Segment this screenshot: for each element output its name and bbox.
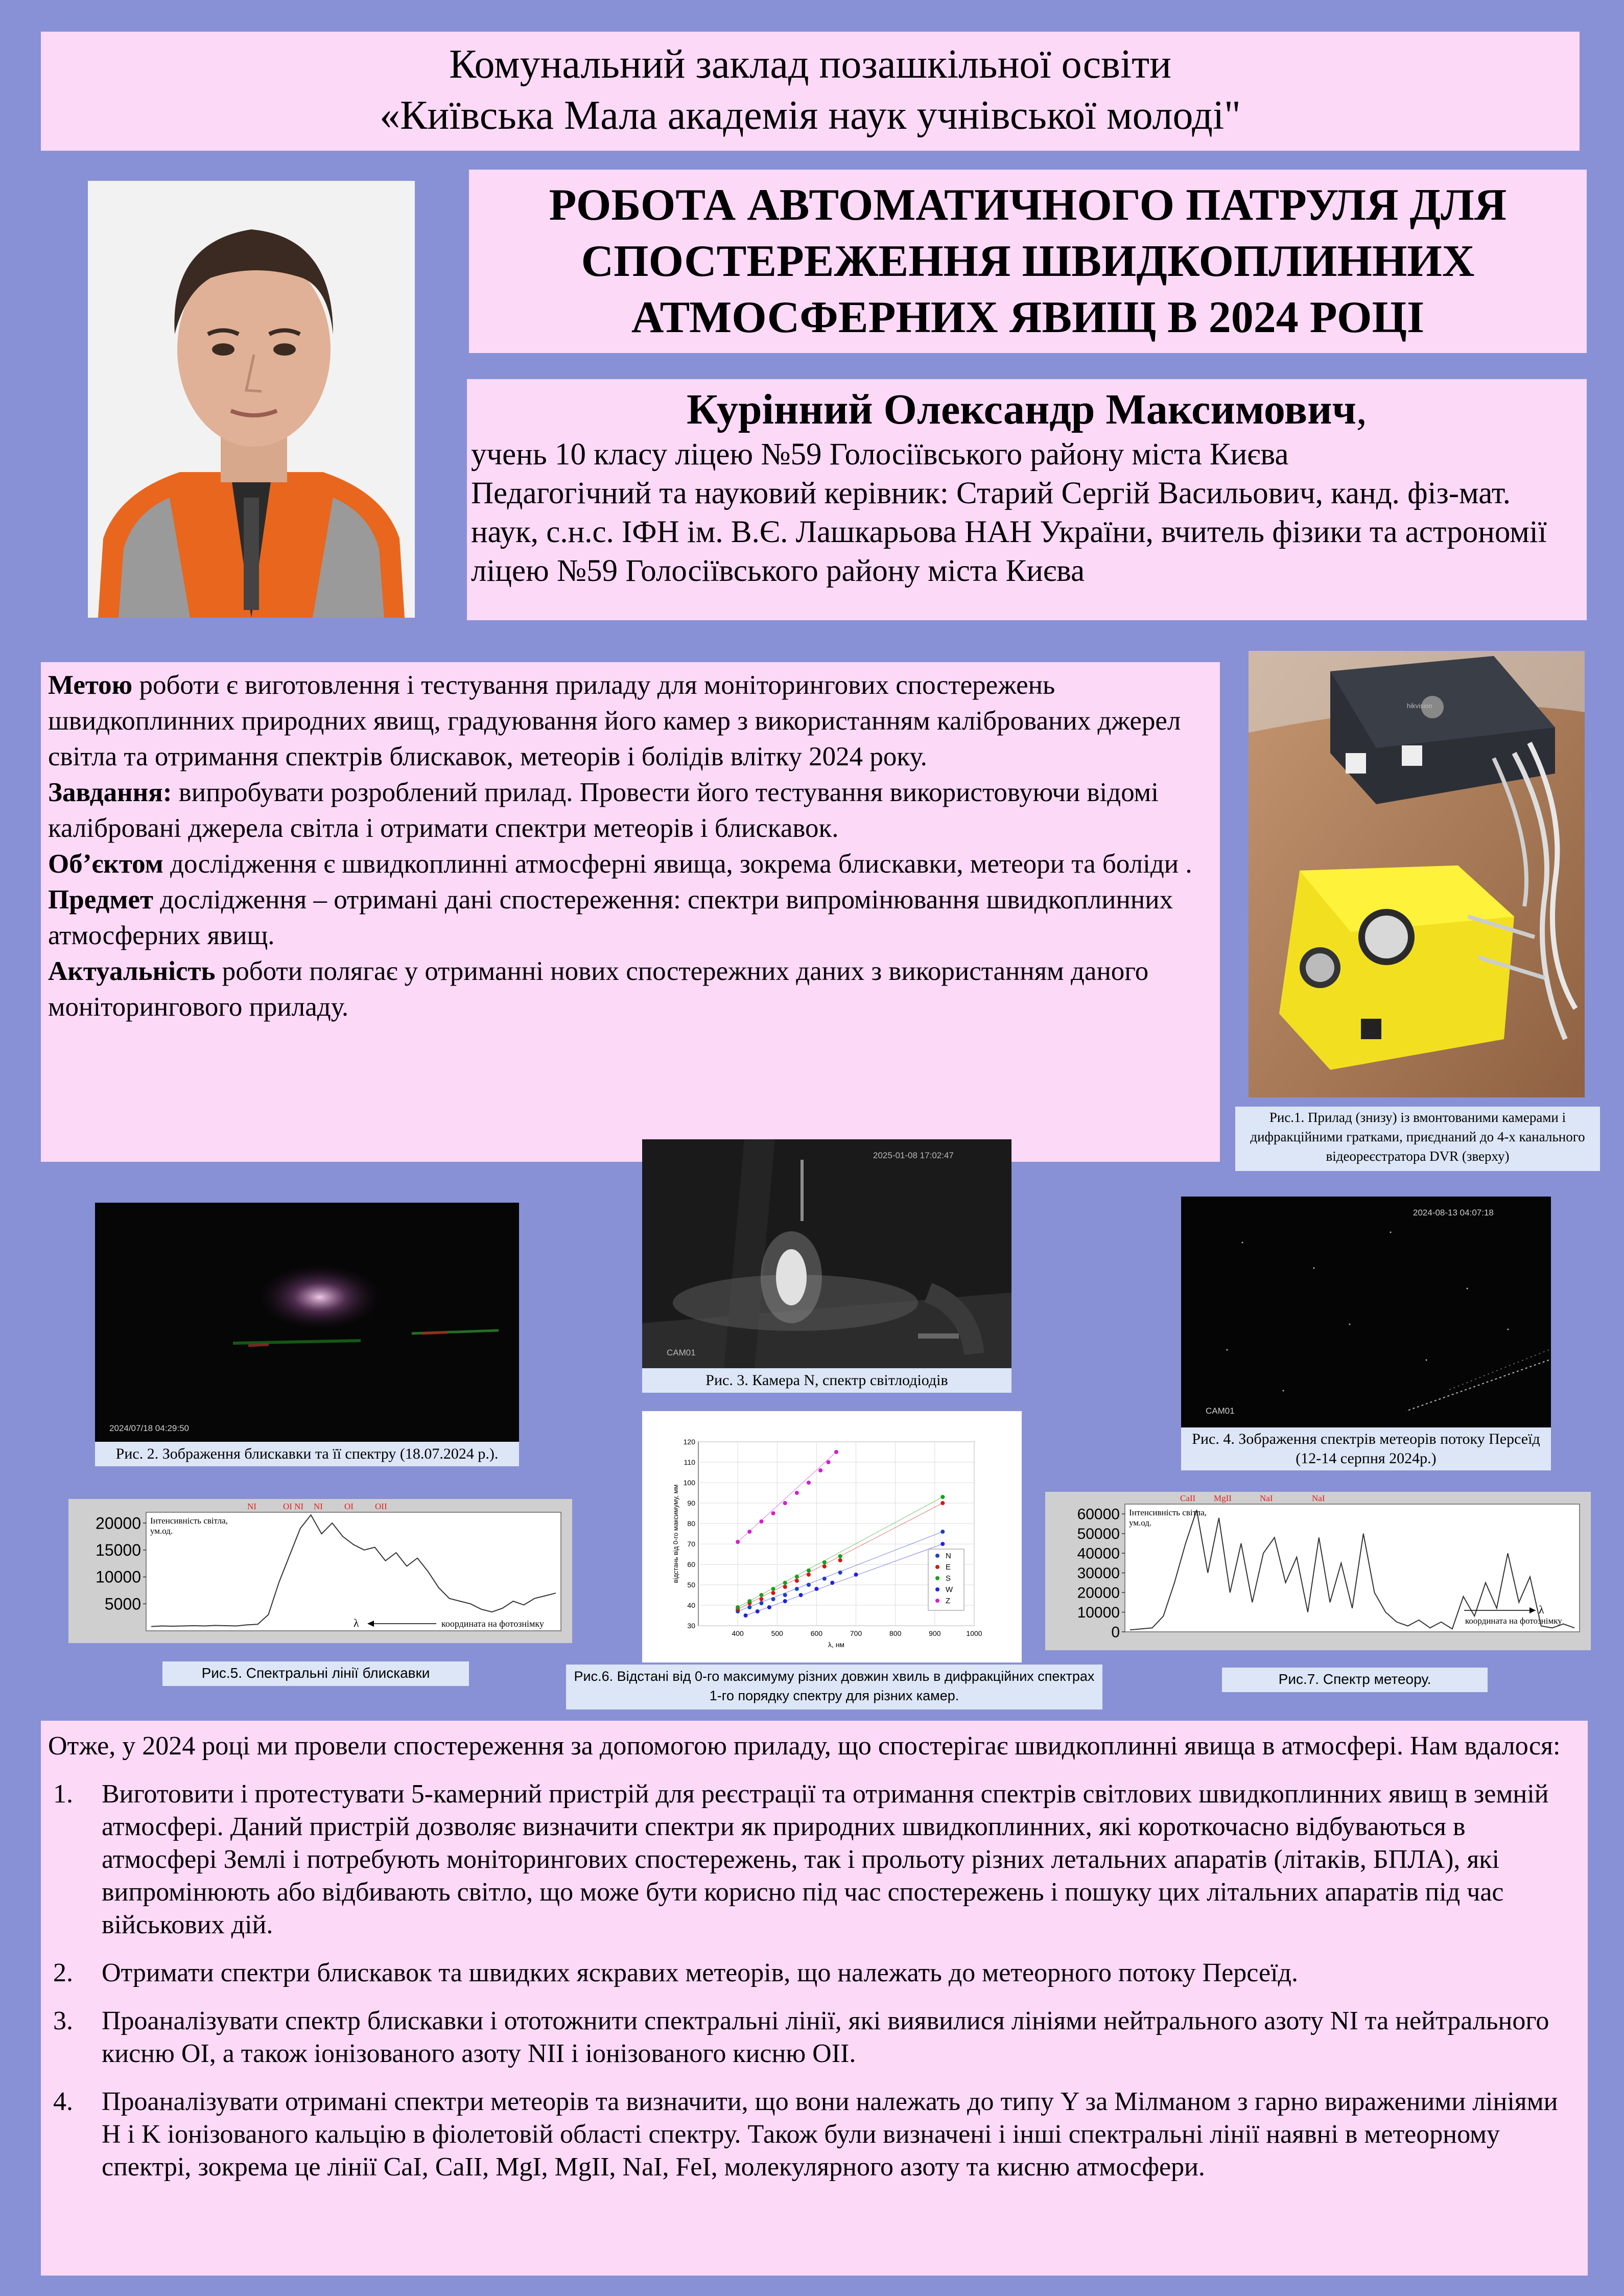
y-tick-label: 90 [687, 1499, 695, 1507]
point-w [854, 1573, 858, 1577]
fig5-lightning-spectrum-chart [68, 1499, 572, 1643]
y-axis-label-line1: Інтенсивність світла, [1129, 1508, 1207, 1517]
y-axis-label-line2: ум.од. [1129, 1518, 1152, 1528]
x-tick-label: 1000 [966, 1629, 982, 1637]
legend-label-e: E [946, 1563, 951, 1572]
line-label-ni-2: NI [314, 1502, 323, 1511]
task-paragraph [48, 775, 1215, 846]
y-tick-label: 50000 [1077, 1526, 1120, 1543]
institution-line-2: «Київська Мала академія наук учнівської молоді" [380, 93, 1241, 138]
relevance-text: роботи полягає у отриманні нових спостережних даних з використанням даного моніторингового приладу. [48, 956, 1149, 1022]
x-tick-label: 900 [929, 1629, 941, 1637]
fig4-cam-label: CAM01 [1206, 1406, 1235, 1416]
point-w [767, 1605, 771, 1609]
y-tick-label: 30 [687, 1622, 695, 1630]
goal-label: Метою [48, 670, 133, 700]
institution-header [41, 32, 1580, 151]
point-z [747, 1530, 751, 1534]
goal-paragraph [48, 667, 1215, 775]
legend-label-s: S [946, 1574, 951, 1583]
line-label-ni: NI [247, 1502, 256, 1511]
point-s [822, 1560, 827, 1564]
fig3-led-photo [642, 1139, 1011, 1368]
point-e [783, 1585, 787, 1589]
fig1-device-photo [1249, 651, 1585, 1097]
point-w [756, 1609, 760, 1613]
legend-label-z: Z [946, 1597, 951, 1605]
x-axis-lambda: λ [354, 1616, 359, 1629]
point-e [759, 1597, 763, 1601]
y-tick-label: 5000 [104, 1595, 141, 1613]
legend-marker-n [935, 1554, 939, 1558]
author-name-comma: , [1356, 386, 1367, 433]
fig3-timestamp: 2025-01-08 17:02:47 [873, 1151, 954, 1160]
point-z [783, 1501, 787, 1505]
point-n [807, 1583, 811, 1587]
x-tick-label: 800 [889, 1629, 902, 1637]
point-s [747, 1599, 751, 1603]
legend-marker-e [935, 1565, 939, 1569]
device-drawing [1249, 651, 1585, 1097]
point-s [736, 1605, 740, 1609]
point-z [759, 1519, 763, 1524]
point-s [771, 1587, 775, 1591]
y-tick-label: 40 [687, 1601, 695, 1609]
device-box-logo: hikvision [1407, 702, 1432, 710]
point-z [834, 1450, 838, 1454]
point-w [814, 1587, 818, 1591]
y-tick-label: 80 [687, 1519, 695, 1528]
legend-label-n: N [946, 1552, 951, 1560]
goal-text: роботи є виготовлення і тестування приладу для моніторингових спостережень швидкоплинних природних явищ, градуювання його камер з використанням каліброваних джерел світла та отримання спектрів блискавок, метеорів і болідів влітку 2024 року. [48, 670, 1181, 771]
y-axis-label-line1: Інтенсивність світла, [150, 1516, 228, 1526]
point-s [795, 1575, 799, 1579]
conclusion-item-2: 2. Отримати спектри блискавок та швидких яскравих метеорів, що належать до метеорного потоку Персеїд. [53, 1958, 1298, 1987]
author-line-1: учень 10 класу ліцею №59 Голосіївського району міста Києва [471, 437, 1289, 472]
y-tick-label: 60 [687, 1560, 695, 1568]
fig2-caption: Рис. 2. Зображення блискавки та її спектру (18.07.2024 р.). [95, 1442, 519, 1466]
author-info [467, 379, 1587, 620]
x-axis-label: λ, нм [828, 1641, 845, 1649]
point-z [807, 1481, 811, 1485]
y-tick-label: 110 [684, 1458, 695, 1466]
point-n [795, 1587, 799, 1591]
y-axis-label-line2: ум.од. [150, 1526, 173, 1536]
fig6-caption: Рис.6. Відстані від 0-го максимуму різних довжин хвиль в дифракційних спектрах 1-го порядку спектру для різних камер. [566, 1665, 1102, 1709]
conclusion-list [48, 1778, 1575, 2184]
point-s [940, 1495, 945, 1499]
point-w [744, 1613, 748, 1618]
x-tick-label: 400 [732, 1629, 744, 1637]
line-label-caii: CaII [1180, 1493, 1196, 1503]
conclusion-section [41, 1721, 1588, 2276]
point-z [827, 1460, 831, 1464]
poster-title-text: РОБОТА АВТОМАТИЧНОГО ПАТРУЛЯ ДЛЯ СПОСТЕРЕЖЕННЯ ШВИДКОПЛИННИХ АТМОСФЕРНИХ ЯВИЩ В 2024 РОЦІ [549, 180, 1507, 342]
legend-label-w: W [946, 1585, 953, 1594]
y-tick-label: 10000 [96, 1567, 141, 1586]
legend-marker-w [935, 1587, 939, 1591]
point-n [747, 1605, 751, 1609]
conclusion-item-3: 3. Проаналізувати спектр блискавки і ототожнити спектральні лінії, які виявилися лініями нейтрального азоту NI та нейтрального кисню OI, а також іонізованого азоту NII і іонізованого кисню OII. [53, 2006, 1549, 2068]
point-z [795, 1491, 799, 1495]
lightning-drawing [95, 1203, 519, 1442]
fig7-meteor-spectrum-chart [1045, 1492, 1591, 1650]
relevance-paragraph [48, 953, 1215, 1025]
fig1-caption: Рис.1. Прилад (знизу) із вмонтованими камерами і дифракційними гратками, приєднаний до 4-х канального відеореєстратора DVR (зверху) [1235, 1107, 1600, 1171]
point-n [771, 1597, 775, 1601]
point-n [838, 1571, 842, 1575]
fig7-caption: Рис.7. Спектр метеору. [1222, 1668, 1488, 1692]
point-z [818, 1468, 822, 1472]
fig5-caption: Рис.5. Спектральні лінії блискавки [162, 1661, 469, 1686]
fig4-timestamp: 2024-08-13 04:07:18 [1413, 1208, 1494, 1217]
fig6-calibration-chart [642, 1411, 1022, 1662]
y-axis-label: відстань від 0-го максимуму, мм [672, 1484, 679, 1583]
point-e [807, 1573, 811, 1577]
object-label: Об’єктом [48, 849, 163, 879]
y-tick-label: 60000 [1077, 1506, 1120, 1523]
y-tick-label: 70 [687, 1540, 695, 1548]
fig2-timestamp: 2024/07/18 04:29:50 [109, 1423, 189, 1433]
y-tick-label: 10000 [1077, 1604, 1120, 1622]
line-label-oi-ni: OI NI [283, 1502, 304, 1511]
conclusion-item-4: 4. Проаналізувати отримані спектри метеорів та визначити, що вони належать до типу Y за Мілманом з гарно вираженими лініями H і K іонізованого кальцію в фіолетовій області спектру. Також були визначені і інші спектральні лінії наявні в метеорному спектрі, зокрема це лінії CaI, CaII, MgI, MgII, NaI, FeI, молекулярного азоту та кисню атмосфери. [53, 2087, 1558, 2182]
point-n [783, 1593, 787, 1597]
task-text: випробувати розроблений прилад. Провести його тестування використовуючи відомі калібровані джерела світла і отримати спектри метеорів і блискавок. [48, 778, 1159, 843]
conclusion-item-1: 1. Виготовити і протестувати 5-камерний пристрій для реєстрації та отримання спектрів світлових швидкоплинних явищ в земній атмосфері. Даний пристрій дозволяє визначити спектри як природних швидкоплинних, які короткочасно відбуваються в атмосфері Землі і потребують моніторингових спостережень, так і прольоту різних летальних апаратів (літаків, БПЛА), які випромінюють або відбивають світло, що може бути корисно під час спостережень і пошуку цих літальних апаратів під час військових дій. [53, 1779, 1549, 1939]
subject-label: Предмет [48, 885, 153, 915]
led-drawing [642, 1139, 1011, 1368]
point-e [838, 1558, 842, 1562]
point-s [838, 1554, 842, 1558]
point-w [940, 1542, 945, 1546]
line-label-nai: NaI [1260, 1493, 1273, 1503]
x-axis-lambda: λ [1539, 1603, 1544, 1616]
point-e [795, 1579, 799, 1583]
y-tick-label: 20000 [1077, 1584, 1120, 1602]
y-tick-label: 40000 [1077, 1545, 1120, 1562]
legend-marker-z [935, 1599, 939, 1603]
y-tick-label: 20000 [96, 1514, 141, 1533]
x-tick-label: 700 [850, 1629, 862, 1637]
fig2-lightning-photo [95, 1203, 519, 1442]
point-z [736, 1540, 740, 1544]
fig3-cam-label: CAM01 [667, 1348, 696, 1357]
fig3-caption: Рис. 3. Камера N, спектр світлодіодів [642, 1368, 1011, 1393]
x-axis-label: координата на фотознімку [441, 1619, 544, 1629]
point-w [783, 1599, 787, 1603]
object-paragraph [48, 846, 1215, 882]
point-z [771, 1511, 775, 1515]
x-tick-label: 600 [810, 1629, 823, 1637]
x-tick-label: 500 [771, 1629, 783, 1637]
y-tick-label: 100 [683, 1479, 695, 1487]
author-name: Курінний Олександр Максимович [687, 386, 1356, 433]
y-tick-label: 0 [1111, 1624, 1120, 1641]
point-e [771, 1591, 775, 1595]
point-e [822, 1564, 827, 1568]
y-tick-label: 50 [687, 1581, 695, 1589]
y-tick-label: 120 [683, 1438, 695, 1446]
line-label-oi: OI [344, 1502, 354, 1511]
line-label-mgii: MgII [1214, 1493, 1232, 1503]
point-n [759, 1601, 763, 1605]
y-tick-label: 15000 [96, 1541, 141, 1560]
legend-marker-s [935, 1576, 939, 1580]
institution-line-1: Комунальний заклад позашкільної освіти [449, 42, 1171, 87]
relevance-label: Актуальність [48, 956, 216, 986]
line-label-oii: OII [375, 1502, 387, 1511]
portrait-drawing [88, 181, 415, 618]
plot-area [146, 1512, 561, 1631]
task-label: Завдання: [48, 778, 172, 807]
point-s [783, 1581, 787, 1585]
intro-section [41, 662, 1220, 1162]
point-w [830, 1581, 834, 1585]
point-n [940, 1530, 945, 1534]
fig4-meteor-photo [1181, 1197, 1551, 1427]
point-s [759, 1593, 763, 1597]
subject-text: дослідження – отримані дані спостереження: спектри випромінювання швидкоплинних атмосферних явищ. [48, 885, 1173, 950]
conclusion-intro: Отже, у 2024 році ми провели спостереження за допомогою приладу, що спостерігає швидкоплинні явища в атмосфері. Нам вдалося: [48, 1731, 1561, 1761]
subject-paragraph [48, 882, 1215, 953]
point-n [822, 1577, 827, 1581]
fig4-caption: Рис. 4. Зображення спектрів метеорів потоку Персеїд (12-14 серпня 2024р.) [1181, 1427, 1551, 1470]
point-e [940, 1501, 945, 1505]
object-text: дослідження є швидкоплинні атмосферні явища, зокрема блискавки, метеори та боліди . [163, 849, 1192, 879]
poster-title [469, 170, 1587, 353]
author-line-2: Педагогічний та науковий керівник: Старий Сергій Васильович, канд. фіз-мат. наук, с.н.с. ІФН ім. В.Є. Лашкарьова НАН України, вчитель фізики та астрономії ліцею №59 Голосіївського району міста Києва [471, 476, 1547, 588]
x-axis-label: координата на фотознімку [1465, 1616, 1562, 1626]
point-w [799, 1593, 803, 1597]
y-tick-label: 30000 [1077, 1565, 1120, 1582]
point-s [807, 1568, 811, 1573]
meteor-drawing [1181, 1197, 1551, 1427]
author-portrait [88, 181, 415, 618]
line-label-nai-2: NaI [1312, 1493, 1325, 1503]
